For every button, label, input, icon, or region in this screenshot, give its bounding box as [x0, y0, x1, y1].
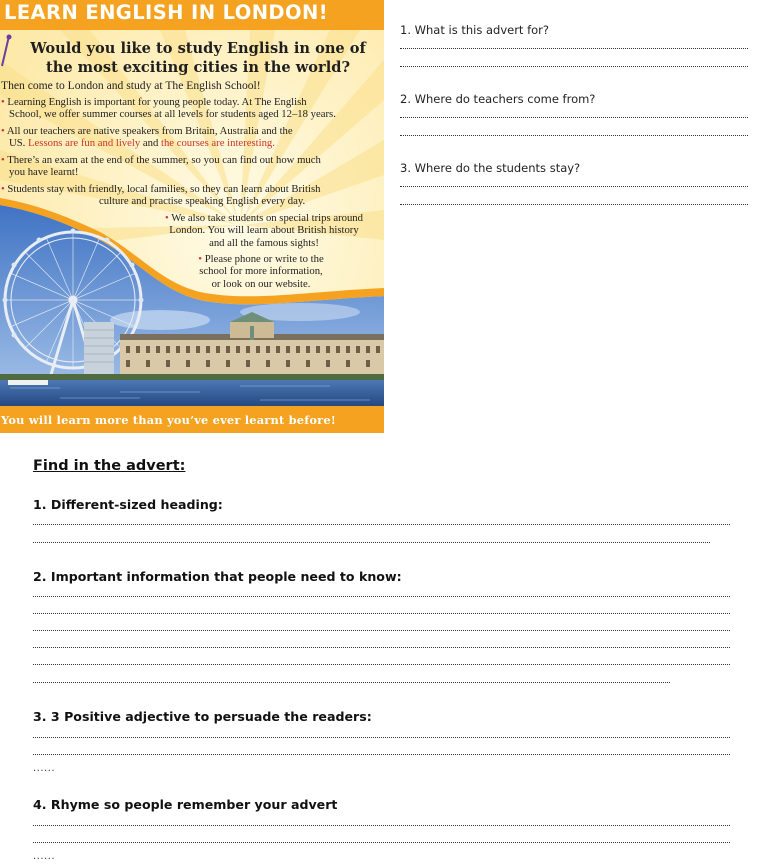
advert-bullet-4: • Students stay with friendly, local families, so they can learn about British culture and practise speaking English every day.	[1, 183, 321, 208]
advert-text: Learning English is important for young people today. At The English	[7, 96, 307, 108]
advert-text: you have learnt!	[9, 166, 79, 179]
answer-line[interactable]	[33, 596, 730, 597]
advert-text: Students stay with friendly, local families, so they can learn about British	[7, 183, 321, 195]
answer-line[interactable]	[400, 135, 748, 136]
answer-line[interactable]	[400, 186, 748, 187]
advert-text: and	[140, 137, 161, 150]
question-1: 1. What is this advert for?	[400, 23, 550, 37]
advert-text: All our teachers are native speakers from Britain, Australia and the	[6, 125, 293, 137]
answer-line[interactable]	[33, 647, 730, 648]
advert-text: There’s an exam at the end of the summer, so you can find out how much	[7, 154, 321, 166]
answer-line[interactable]	[33, 842, 730, 843]
answer-line[interactable]	[33, 754, 730, 755]
advert-highlight: Lessons are fun and lively	[28, 137, 141, 150]
advert-banner-title: LEARN ENGLISH IN LONDON!	[4, 1, 329, 24]
task-1-label: 1. Different-sized heading:	[33, 497, 223, 512]
advert-intro: Then come to London and study at The English School!	[1, 79, 261, 92]
answer-line[interactable]	[33, 664, 730, 665]
advert-footer-slogan: You will learn more than you’ve ever learnt before!	[1, 413, 336, 427]
answer-line[interactable]	[400, 117, 748, 118]
answer-line[interactable]	[400, 204, 748, 205]
answer-line[interactable]	[33, 737, 730, 738]
answer-line-short[interactable]: ......	[33, 851, 56, 862]
advert-text: or look on our website.	[211, 277, 311, 290]
answer-line[interactable]	[400, 48, 748, 49]
advert-text: We also take students on special trips around	[171, 212, 363, 224]
find-section-title: Find in the advert:	[33, 458, 186, 474]
answer-line[interactable]	[33, 524, 730, 525]
advert-text: school for more information,	[199, 265, 323, 278]
answer-line[interactable]	[33, 825, 730, 826]
question-2: 2. Where do teachers come from?	[400, 92, 596, 106]
answer-line[interactable]	[33, 613, 730, 614]
advert-text: School, we offer summer courses at all levels for students aged 12–18 years.	[9, 108, 336, 121]
advert-bullet-1: • Learning English is important for young people today. At The English School, we offer summer courses at all levels for students aged 12–18 years.	[1, 96, 336, 121]
advert-bullet-5: • We also take students on special trips around London. You will learn about British history and all the famous sights!	[165, 212, 363, 249]
advert-poster	[0, 0, 384, 433]
answer-line[interactable]	[33, 630, 730, 631]
advert-bullet-2: • All our teachers are native speakers from Britain, Australia and the US. Lessons are fun and lively and the courses are interesting.	[1, 125, 293, 150]
answer-line[interactable]	[33, 682, 670, 683]
advert-highlight: the courses are interesting.	[160, 137, 275, 150]
answer-line[interactable]	[33, 542, 710, 543]
advert-text: London. You will learn about British history	[169, 224, 359, 237]
advert-text: culture and practise speaking English every day.	[99, 195, 306, 208]
task-4-label: 4. Rhyme so people remember your advert	[33, 797, 338, 812]
task-3-label: 3. 3 Positive adjective to persuade the readers:	[33, 709, 372, 724]
advert-heading-line2: the most exciting cities in the world?	[45, 58, 351, 76]
answer-line-short[interactable]: ......	[33, 763, 56, 774]
question-3: 3. Where do the students stay?	[400, 161, 581, 175]
advert-bullet-6: • Please phone or write to the school for more information, or look on our website.	[198, 253, 324, 290]
advert-heading-line1: Would you like to study English in one of	[30, 40, 366, 57]
answer-line[interactable]	[400, 66, 748, 67]
task-2-label: 2. Important information that people need to know:	[33, 569, 402, 584]
advert-text: and all the famous sights!	[209, 236, 319, 249]
advert-text: US.	[9, 137, 29, 150]
advert-text: Please phone or write to the	[204, 253, 324, 265]
advert-bullet-3: • There’s an exam at the end of the summer, so you can find out how much you have learnt!	[1, 154, 321, 179]
